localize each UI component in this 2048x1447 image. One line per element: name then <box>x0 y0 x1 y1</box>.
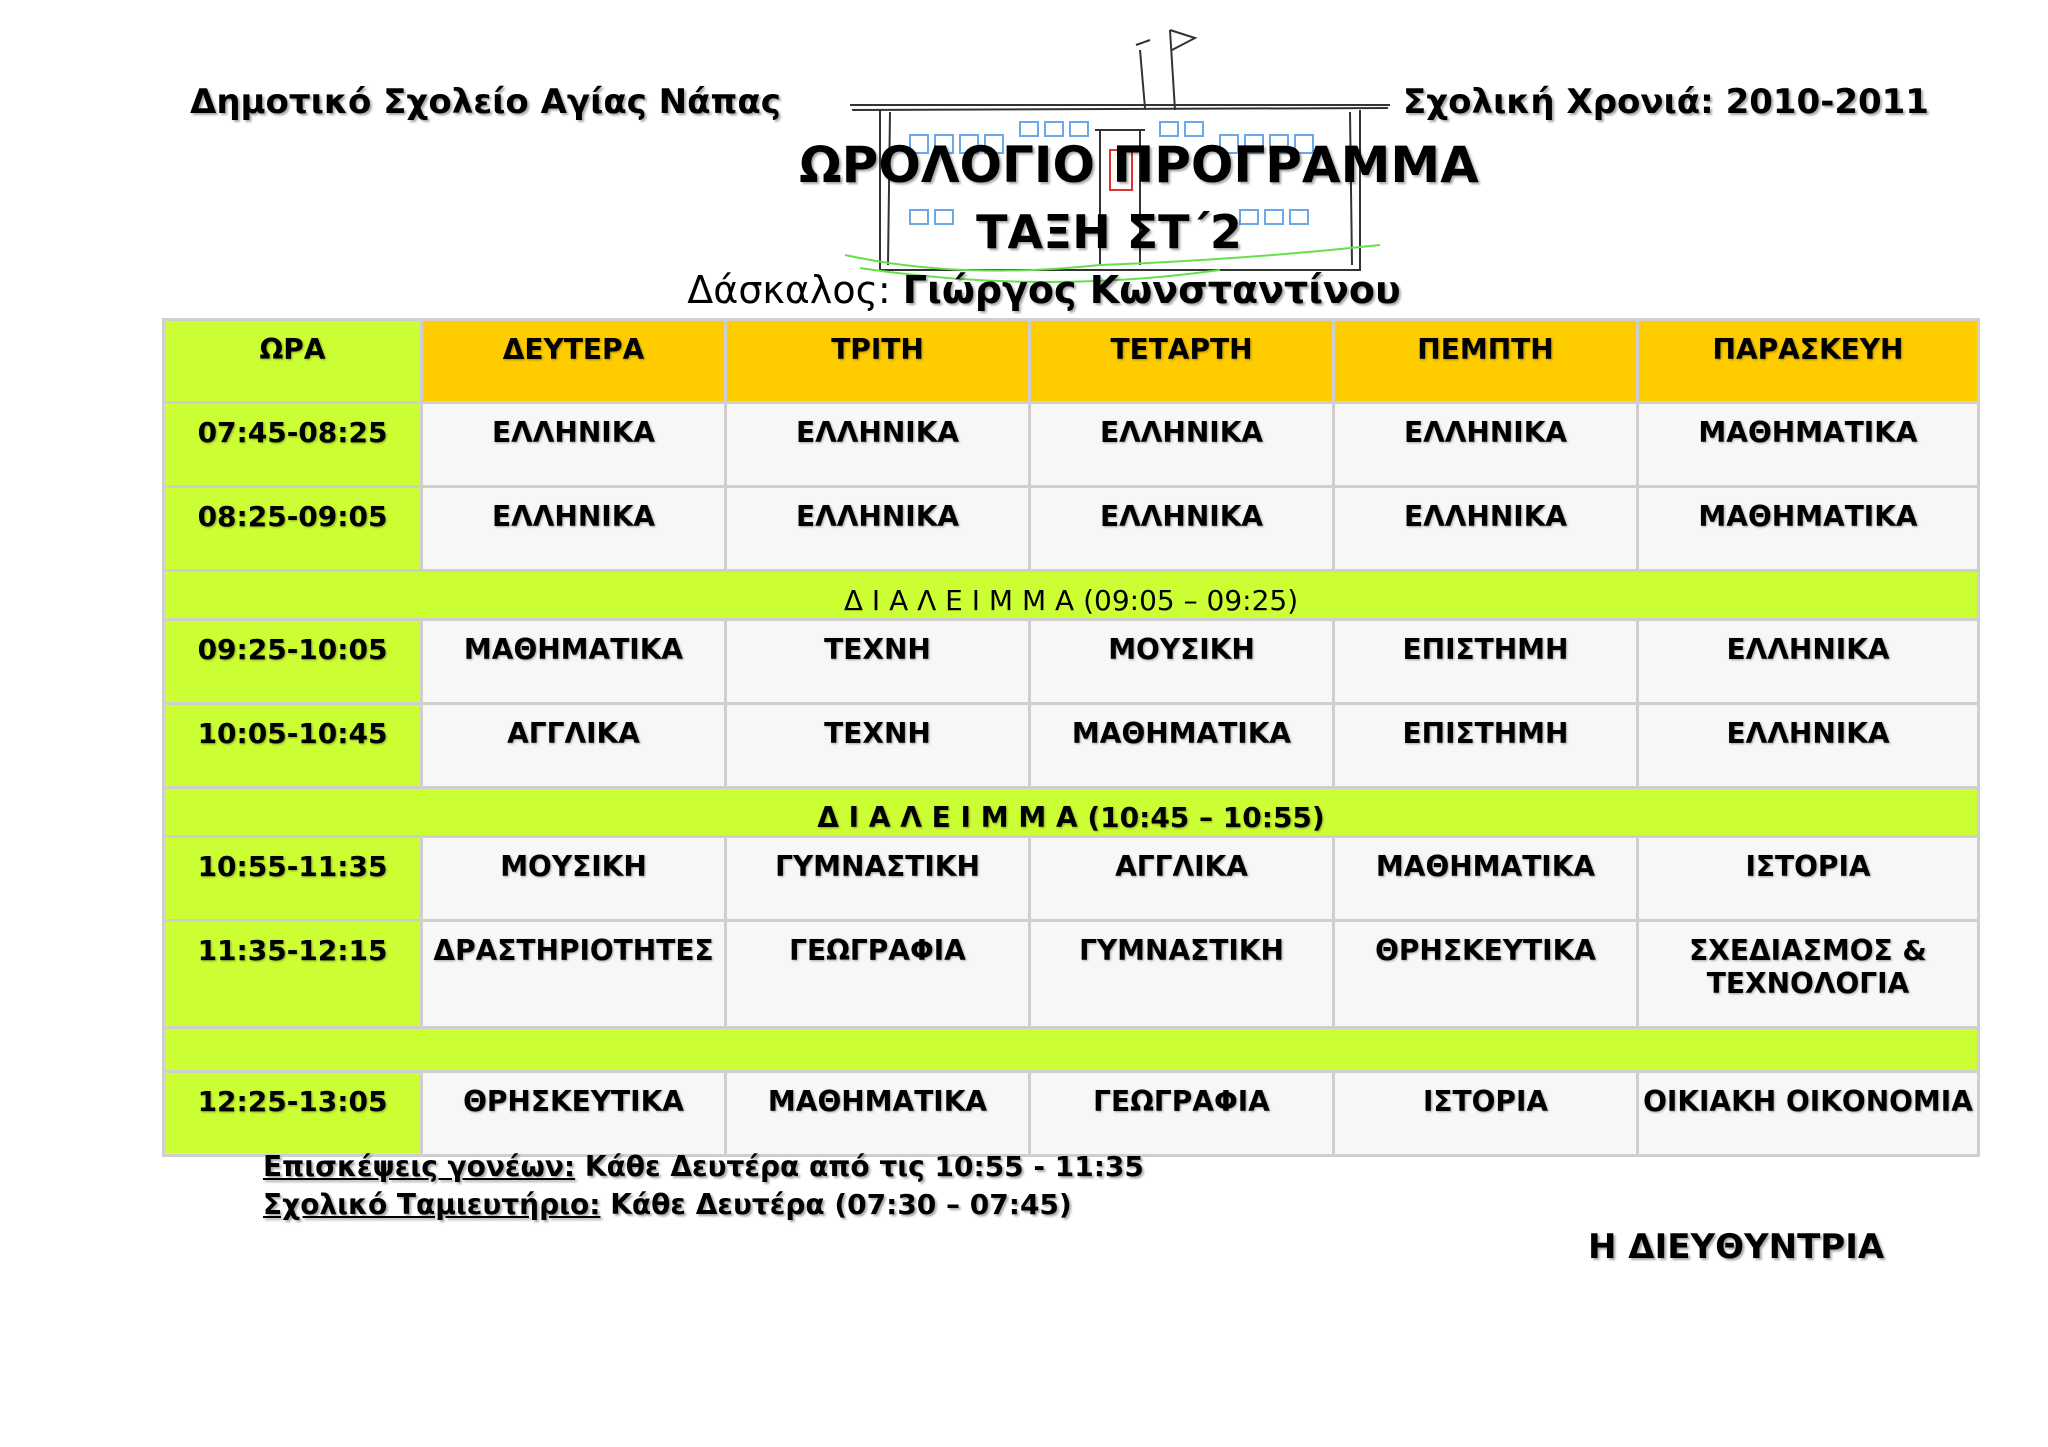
day-header: ΔΕΥΤΕΡΑ <box>423 321 724 401</box>
school-year: Σχολική Χρονιά: 2010-2011 <box>1403 82 1929 122</box>
parents-visit-text: Κάθε Δευτέρα από τις 10:55 - 11:35 <box>584 1150 1144 1183</box>
subject-cell: ΕΛΛΗΝΙΚΑ <box>727 488 1028 569</box>
table-row <box>165 404 1977 485</box>
main-title <box>0 136 2048 194</box>
teacher-line <box>0 268 2048 312</box>
class-text: ΤΑΞΗ ΣΤ΄2 <box>976 205 1242 259</box>
subject-cell: ΜΑΘΗΜΑΤΙΚΑ <box>1639 488 1977 569</box>
subject-cell: ΕΛΛΗΝΙΚΑ <box>727 404 1028 485</box>
hour-header: ΩΡΑ <box>165 321 420 401</box>
break-row <box>165 1029 1977 1070</box>
parents-visit-note <box>263 1150 1144 1183</box>
school-name: Δημοτικό Σχολείο Αγίας Νάπας <box>190 82 781 122</box>
day-header: ΤΕΤΑΡΤΗ <box>1031 321 1332 401</box>
subject-cell: ΙΣΤΟΡΙΑ <box>1335 1073 1636 1154</box>
subject-cell: ΜΟΥΣΙΚΗ <box>423 838 724 919</box>
school-savings-text: Κάθε Δευτέρα (07:30 – 07:45) <box>610 1188 1072 1221</box>
subject-cell: ΙΣΤΟΡΙΑ <box>1639 838 1977 919</box>
subject-cell: ΜΑΘΗΜΑΤΙΚΑ <box>1031 705 1332 786</box>
table-row <box>165 922 1977 1026</box>
director-signature: Η ΔΙΕΥΘΥΝΤΡΙΑ <box>1588 1227 1885 1267</box>
break-cell: Δ Ι Α Λ Ε Ι Μ Μ Α (10:45 – 10:55) <box>165 789 1977 835</box>
class-title <box>0 205 2048 259</box>
time-cell: 08:25-09:05 <box>165 488 420 569</box>
school-savings-note <box>263 1188 1072 1221</box>
school-savings-label: Σχολικό Ταμιευτήριο: <box>263 1188 601 1221</box>
subject-cell: ΕΠΙΣΤΗΜΗ <box>1335 705 1636 786</box>
subject-cell: ΑΓΓΛΙΚΑ <box>423 705 724 786</box>
subject-cell: ΕΠΙΣΤΗΜΗ <box>1335 621 1636 702</box>
timetable <box>162 318 1980 1157</box>
subject-cell: ΜΑΘΗΜΑΤΙΚΑ <box>1639 404 1977 485</box>
time-cell: 09:25-10:05 <box>165 621 420 702</box>
table-row <box>165 1073 1977 1154</box>
subject-cell: ΑΓΓΛΙΚΑ <box>1031 838 1332 919</box>
subject-cell: ΕΛΛΗΝΙΚΑ <box>1031 404 1332 485</box>
subject-cell: ΓΕΩΓΡΑΦΙΑ <box>1031 1073 1332 1154</box>
table-row <box>165 705 1977 786</box>
subject-cell: ΘΡΗΣΚΕΥΤΙΚΑ <box>423 1073 724 1154</box>
time-cell: 10:55-11:35 <box>165 838 420 919</box>
subject-cell: ΣΧΕΔΙΑΣΜΟΣ & ΤΕΧΝΟΛΟΓΙΑ <box>1639 922 1977 1026</box>
time-cell: 07:45-08:25 <box>165 404 420 485</box>
subject-cell: ΤΕΧΝΗ <box>727 621 1028 702</box>
subject-cell: ΜΑΘΗΜΑΤΙΚΑ <box>423 621 724 702</box>
subject-cell: ΕΛΛΗΝΙΚΑ <box>1639 705 1977 786</box>
break-cell: Δ Ι Α Λ Ε Ι Μ Μ Α (09:05 – 09:25) <box>165 572 1977 618</box>
subject-cell: ΟΙΚΙΑΚΗ ΟΙΚΟΝΟΜΙΑ <box>1639 1073 1977 1154</box>
day-header: ΠΑΡΑΣΚΕΥΗ <box>1639 321 1977 401</box>
table-row <box>165 838 1977 919</box>
teacher-name: Γιώργος Κωνσταντίνου <box>902 268 1401 312</box>
time-cell: 11:35-12:15 <box>165 922 420 1026</box>
break-row <box>165 572 1977 618</box>
header-row <box>165 321 1977 401</box>
teacher-label: Δάσκαλος: <box>687 268 891 312</box>
subject-cell: ΕΛΛΗΝΙΚΑ <box>1639 621 1977 702</box>
subject-cell: ΕΛΛΗΝΙΚΑ <box>1335 404 1636 485</box>
table-row <box>165 488 1977 569</box>
subject-cell: ΤΕΧΝΗ <box>727 705 1028 786</box>
subject-cell: ΔΡΑΣΤΗΡΙΟΤΗΤΕΣ <box>423 922 724 1026</box>
table-row <box>165 621 1977 702</box>
subject-cell: ΜΑΘΗΜΑΤΙΚΑ <box>1335 838 1636 919</box>
subject-cell: ΜΑΘΗΜΑΤΙΚΑ <box>727 1073 1028 1154</box>
parents-visit-label: Επισκέψεις γονέων: <box>263 1150 576 1183</box>
break-cell <box>165 1029 1977 1070</box>
day-header: ΤΡΙΤΗ <box>727 321 1028 401</box>
subject-cell: ΘΡΗΣΚΕΥΤΙΚΑ <box>1335 922 1636 1026</box>
subject-cell: ΓΥΜΝΑΣΤΙΚΗ <box>727 838 1028 919</box>
time-cell: 10:05-10:45 <box>165 705 420 786</box>
subject-cell: ΕΛΛΗΝΙΚΑ <box>1031 488 1332 569</box>
subject-cell: ΜΟΥΣΙΚΗ <box>1031 621 1332 702</box>
day-header: ΠΕΜΠΤΗ <box>1335 321 1636 401</box>
subject-cell: ΕΛΛΗΝΙΚΑ <box>423 404 724 485</box>
subject-cell: ΓΕΩΓΡΑΦΙΑ <box>727 922 1028 1026</box>
time-cell: 12:25-13:05 <box>165 1073 420 1154</box>
break-row <box>165 789 1977 835</box>
subject-cell: ΓΥΜΝΑΣΤΙΚΗ <box>1031 922 1332 1026</box>
subject-cell: ΕΛΛΗΝΙΚΑ <box>423 488 724 569</box>
subject-cell: ΕΛΛΗΝΙΚΑ <box>1335 488 1636 569</box>
title-text: ΩΡΟΛΟΓΙΟ ΠΡΟΓΡΑΜΜΑ <box>799 136 1479 194</box>
